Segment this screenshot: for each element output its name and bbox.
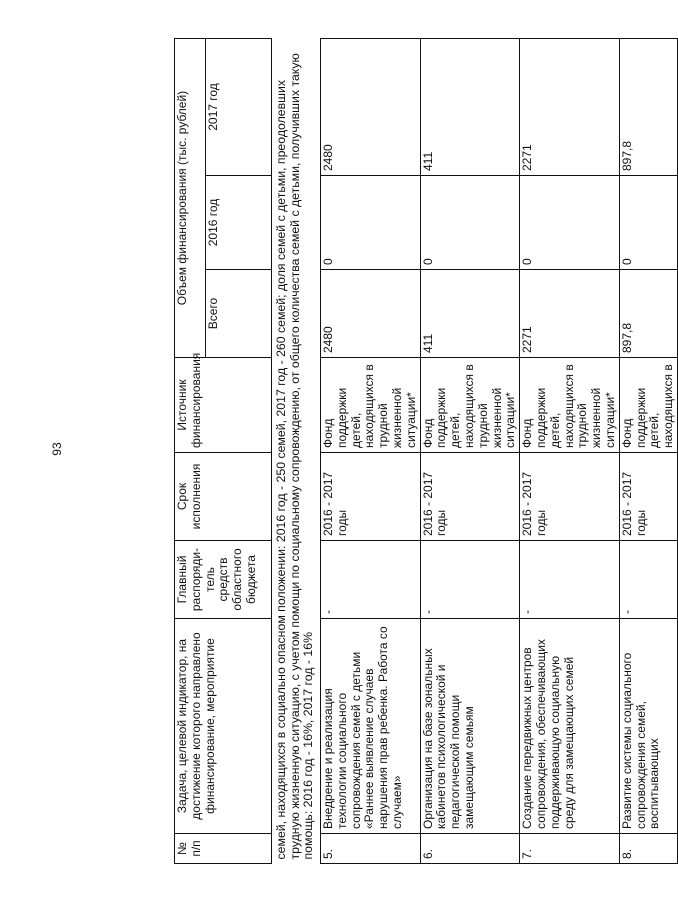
row-admin: - bbox=[520, 541, 620, 619]
header-term: Срок исполнения bbox=[175, 453, 272, 541]
row-term: 2016 - 2017 годы bbox=[619, 453, 677, 541]
table-row bbox=[420, 38, 520, 863]
header-total: Всего bbox=[206, 270, 272, 358]
row-no: 7. bbox=[520, 834, 620, 864]
row-admin: - bbox=[619, 541, 677, 619]
row-term: 2016 - 2017 годы bbox=[420, 453, 520, 541]
rotated-page bbox=[174, 39, 676, 864]
row-2017: 2271 bbox=[520, 38, 620, 175]
table-row bbox=[321, 38, 421, 863]
row-source: Фонд поддержки детей, находящихся в трудной жизненной ситуации* bbox=[321, 358, 421, 453]
program-table bbox=[174, 38, 678, 864]
row-source: Фонд поддержки детей, находящихся в bbox=[619, 358, 677, 453]
row-2017: 897,8 bbox=[619, 38, 677, 175]
row-total: 2480 bbox=[321, 270, 421, 358]
row-2017: 411 bbox=[420, 38, 520, 175]
header-finance: Объем финансирования (тыс. рублей) bbox=[175, 38, 206, 357]
row-total: 897,8 bbox=[619, 270, 677, 358]
row-source: Фонд поддержки детей, находящихся в трудной жизненной ситуации* bbox=[420, 358, 520, 453]
table-row bbox=[520, 38, 620, 863]
row-source: Фонд поддержки детей, находящихся в трудной жизненной ситуации* bbox=[520, 358, 620, 453]
row-2016: 0 bbox=[619, 176, 677, 270]
row-2016: 0 bbox=[520, 176, 620, 270]
row-total: 411 bbox=[420, 270, 520, 358]
row-no: 5. bbox=[321, 834, 421, 864]
header-row-1 bbox=[175, 38, 206, 863]
row-no: 6. bbox=[420, 834, 520, 864]
header-2017: 2017 год bbox=[206, 38, 272, 175]
row-task: Развитие системы социального сопровождения семей, воспитывающих bbox=[619, 619, 677, 834]
row-2016: 0 bbox=[420, 176, 520, 270]
row-2016: 0 bbox=[321, 176, 421, 270]
row-admin: - bbox=[420, 541, 520, 619]
row-no: 8. bbox=[619, 834, 677, 864]
header-source: Источник финансирования bbox=[175, 358, 272, 453]
row-task: Внедрение и реализация технологии социального сопровождения семей с детьми «Раннее выявление случаев нарушения прав ребенка. Работа со случаем» bbox=[321, 619, 421, 834]
row-term: 2016 - 2017 годы bbox=[321, 453, 421, 541]
row-task: Организация на базе зональных кабинетов психологической и педагогической помощи замещающим семьям bbox=[420, 619, 520, 834]
indicators-row bbox=[272, 38, 321, 863]
page-number: 93 bbox=[50, 442, 64, 456]
row-2017: 2480 bbox=[321, 38, 421, 175]
indicators-text: семей, находящихся в социально опасном положении: 2016 год - 250 семей, 2017 год - 260 семей; доля семей с детьми, преодолевших трудную жизненную ситуацию, с учетом помощи по социальному сопровождению, от общего количества семей с детьми, получивших такую помощь: 2016 год - 16%, 2017 год - 16% bbox=[272, 38, 321, 863]
header-no: № п/п bbox=[175, 834, 272, 864]
row-task: Создание передвижных центров сопровождения, обеспечивающих поддерживающую социальную среду для замещающих семей bbox=[520, 619, 620, 834]
header-admin: Главный распоряди-тель средств областного бюджета bbox=[175, 541, 272, 619]
row-term: 2016 - 2017 годы bbox=[520, 453, 620, 541]
header-task: Задача, целевой индикатор, на достижение которого направлено финансирование, мероприятие bbox=[175, 619, 272, 834]
row-total: 2271 bbox=[520, 270, 620, 358]
header-2016: 2016 год bbox=[206, 176, 272, 270]
row-admin: - bbox=[321, 541, 421, 619]
table-row bbox=[619, 38, 677, 863]
